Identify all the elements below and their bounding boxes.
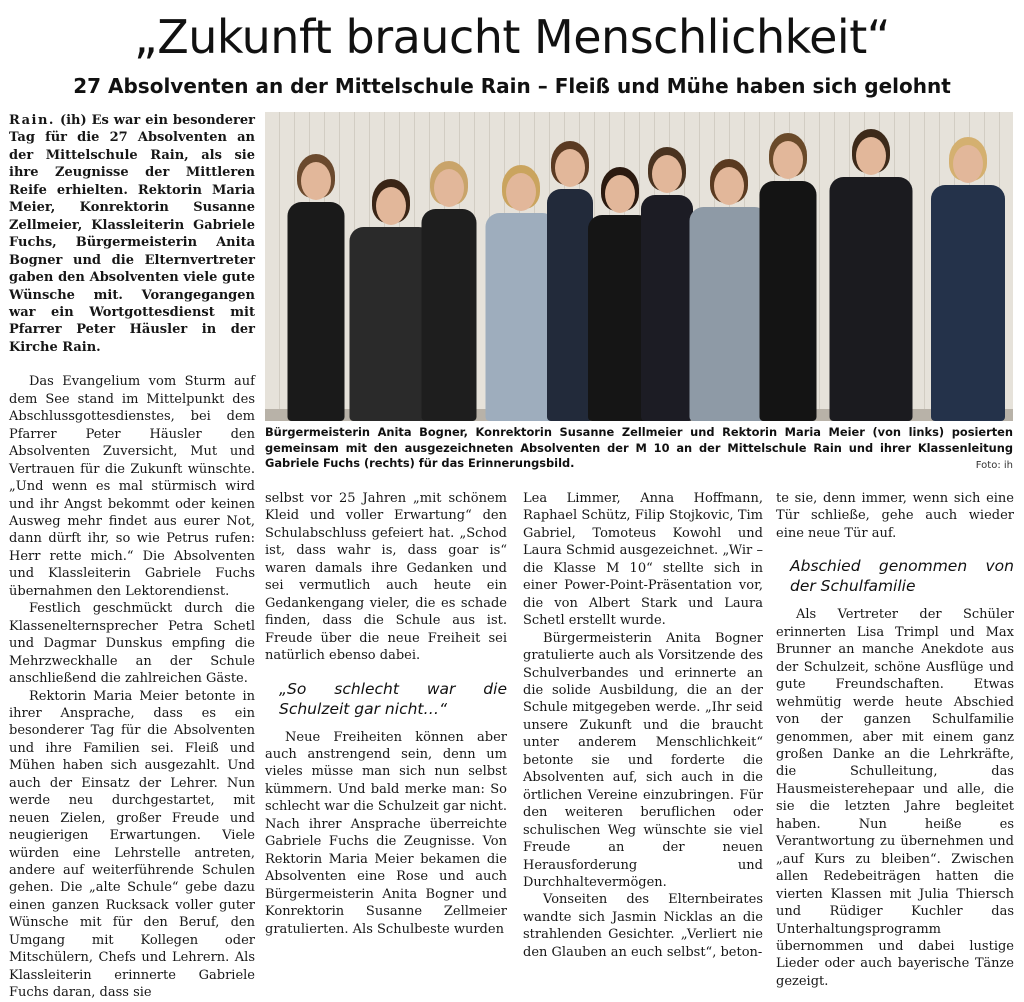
person-head	[506, 173, 536, 211]
person-head	[773, 141, 803, 179]
body-paragraph: Als Vertreter der Schüler erinnerten Lisa Trimpl und Max Brunner an manche Anekdote aus der Schulzeit, schöne Ausflüge und gute Freundschaften. Etwas wehmütig werde heute Abschied von der ganzen Schulfamilie genommen, aber mit einem ganz großen Danke an die Lehrkräfte, die Schulleitung, das Hausmeisterehepaar und alle, die sie die letzten Jahre begleitet haben. Nun heiße es Verantwortung zu übernehmen und „auf Kurs zu bleiben“. Zwischen allen Redebeiträgen hatten die vierten Klassen mit Julia Thiersch und Rüdiger Kuchler das Unterhaltungsprogramm übernommen und dabei lustige Lieder oder auch bayerische Tänze gezeigt.	[776, 607, 1014, 989]
person-figure	[925, 139, 1011, 421]
intermediate-heading: Abschied genommen von der Schulfamilie	[790, 557, 1014, 596]
person-head	[376, 187, 406, 225]
person-body	[760, 181, 817, 421]
person-head	[953, 145, 983, 183]
body-paragraph: Lea Limmer, Anna Hoffmann, Raphael Schütz, Filip Stojkovic, Tim Gabriel, Tomoteus Kowohl und Laura Schmid ausgezeichnet. „Wir – die Klasse M 10“ stellte sich in einer Power-Point-Präsentation vor, die von Albert Stark und Laura Schetl erstellt wurde.	[523, 491, 763, 629]
article-column-3	[523, 490, 763, 961]
person-figure	[755, 135, 821, 421]
photo-credit: Foto: ih	[975, 460, 1013, 471]
body-paragraph: Vonseiten des Elternbeirates wandte sich Jasmin Nicklas an die strahlenden Gesichter. „Verliert nie den Glauben an euch selbst“, beton-	[523, 892, 763, 960]
person-body	[830, 177, 913, 421]
body-paragraph: Neue Freiheiten können aber auch anstrengend sein, denn um vieles müsse man sich nun selbst kümmern. Und bald merke man: So schlecht war die Schulzeit gar nicht. Nach ihrer Ansprache überreichte Gabriele Fuchs die Zeugnisse. Von Rektorin Maria Meier bekamen die Absolventen eine Rose und auch Bürgermeisterin Anita Bogner und Konrektorin Susanne Zellmeier gratulierten. Als Schulbeste wurden	[265, 729, 507, 937]
person-body	[288, 202, 345, 421]
headline: „Zukunft braucht Menschlichkeit“	[133, 10, 891, 64]
body-paragraph: te sie, denn immer, wenn sich eine Tür schließe, gehe auch wieder eine neue Tür auf.	[776, 491, 1014, 541]
body-paragraph: Bürgermeisterin Anita Bogner gratulierte auch als Vorsitzende des Schulverbandes und erinnerte an die solide Ausbildung, die an der Schule mitgegeben werde. „Ihr seid unsere Zukunft und die braucht unter anderem Menschlichkeit“ betonte sie und forderte die Absolventen auf, sich auch in die örtlichen Vereine einzubringen. Für den weiteren beruflichen oder schulischen Weg wünschte sie viel Freude an der neuen Herausforderung und Durchhaltevermögen.	[523, 630, 763, 890]
person-head	[555, 149, 585, 187]
lead-text: (ih) Es war ein besonderer Tag für die 27 Absolventen an der Mittelschule Rain, als sie ihre Zeugnisse der Mittleren Reife erhielten. Rektorin Maria Meier, Konrektorin Susanne Zellmeier, Klassleiterin Gabriele Fuchs, Bürgermeisterin Anita Bogner und die Elternvertreter gaben den Absolventen viele gute Wünsche mit. Vorangegangen war ein Wortgottesdienst mit Pfarrer Peter Häusler in der Kirche Rain.	[9, 113, 256, 355]
article-column-1	[9, 112, 255, 1002]
body-paragraph: Festlich geschmückt durch die Klassenelternsprecher Petra Schetl und Dagmar Dunskus empfing die Mehrzweckhalle an der Schule anschließend die zahlreichen Gäste.	[9, 601, 255, 687]
dateline: Rain.	[9, 113, 55, 128]
person-head	[652, 155, 682, 193]
body-paragraph: Das Evangelium vom Sturm auf dem See stand im Mittelpunkt des Abschlussgottesdienstes, bei dem Pfarrer Peter Häusler den Absolventen Zuversicht, Mut und Vertrauen für die Zukunft wünschte. „Und wenn es mal stürmisch wird und ihr Angst bekommt oder keinen Ausweg mehr findet aus eurer Not, dann dürft ihr, so wie Petrus rufen: Herr rette mich.“ Die Absolventen und Klassleiterin Gabriele Fuchs übernahmen den Lektorendienst.	[9, 374, 255, 599]
person-body	[931, 185, 1005, 421]
article-column-4	[776, 490, 1014, 990]
body-paragraph: selbst vor 25 Jahren „mit schönem Kleid und voller Erwartung“ den Schulabschluss gefeiert hat. „Schod ist, dass wahr is, dass goar is“ waren damals ihre Gedanken und sei vermutlich auch heute ein Gedankengang vieler, die es schade finden, dass die Schule aus ist. Freude über die neue Freiheit sei natürlich ebenso dabei.	[265, 491, 507, 664]
lead-paragraph	[9, 112, 255, 356]
photo-caption: Bürgermeisterin Anita Bogner, Konrektorin Susanne Zellmeier und Rektorin Maria Meier (von links) posierten gemeinsam mit den ausgezeichneten Absolventen der M 10 an der Mittelschule Rain und ihrer Klassenleitung Gabriele Fuchs (rechts) für das Erinnerungsbild.	[265, 425, 1013, 470]
person-head	[714, 167, 744, 205]
person-head	[301, 162, 331, 200]
subheadline: 27 Absolventen an der Mittelschule Rain – Fleiß und Mühe haben sich gelohnt	[73, 74, 951, 98]
intermediate-heading: „So schlecht war die Schulzeit gar nicht…“	[279, 679, 507, 718]
group-photo	[265, 112, 1013, 421]
body-paragraph: Rektorin Maria Meier betonte in ihrer Ansprache, dass es ein besonderer Tag für die Absolventen und ihre Familien sei. Fleiß und Mühen haben sich ausgezahlt. Und auch der Einsatz der Lehrer. Nun werde neu durchgestartet, mit neuen Zielen, großer Freude und neugierigen Erwartungen. Viele würden eine Lehrstelle antreten, andere auf weiterführende Schulen gehen. Die „alte Schule“ gebe dazu einen ganzen Rucksack voller guter Wünsche mit für den Beruf, den Umgang mit Kollegen oder Mitschülern, Chefs und Lehrern. Als Klassleiterin erinnerte Gabriele Fuchs daran, dass sie	[9, 688, 255, 1001]
article-column-2	[265, 490, 507, 938]
person-head	[434, 169, 464, 207]
person-head	[605, 175, 635, 213]
person-body	[422, 209, 477, 421]
person-figure	[417, 163, 481, 421]
person-figure	[283, 156, 349, 421]
person-figure	[823, 131, 919, 421]
person-head	[856, 137, 886, 175]
